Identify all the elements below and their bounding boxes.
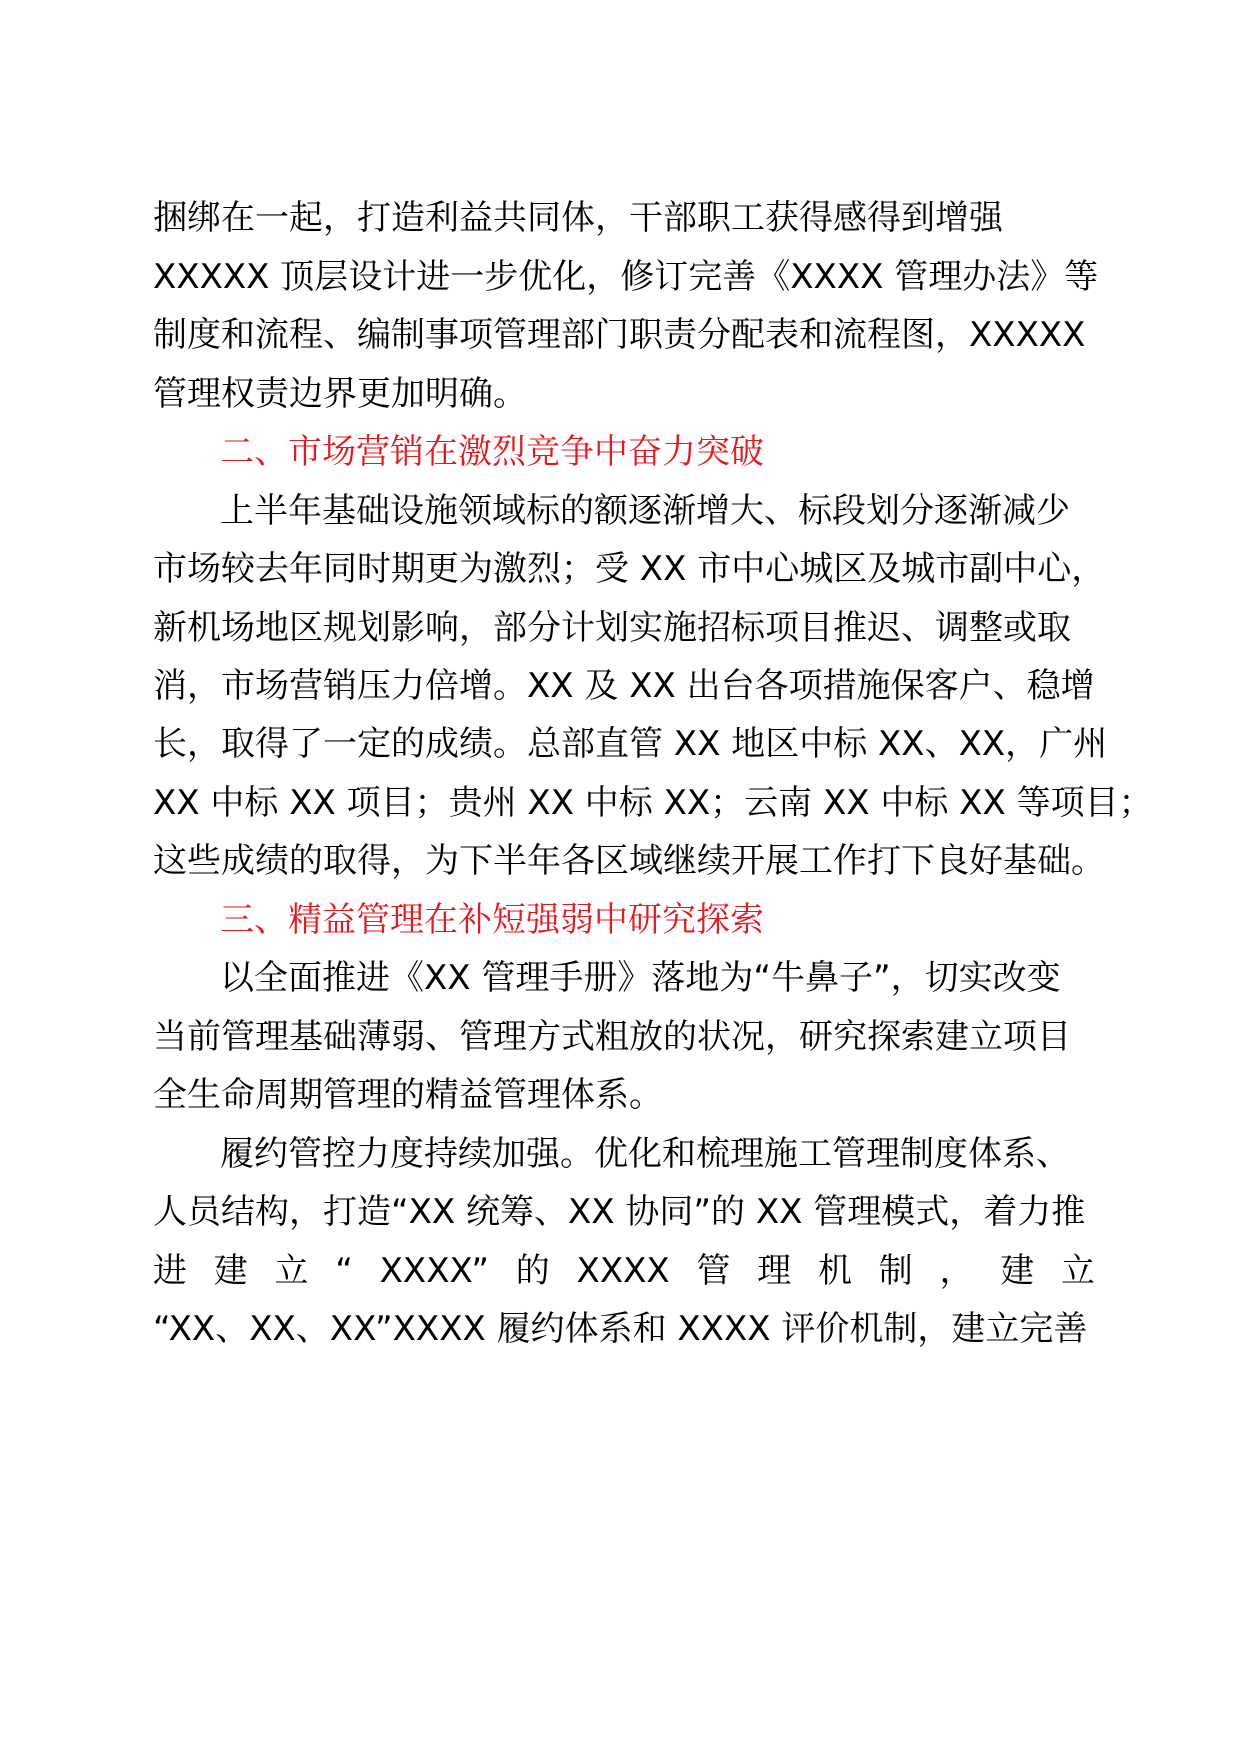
paragraph-3-line-2: 当前管理基础薄弱、管理方式粗放的状况，研究探索建立项目 (153, 1017, 1071, 1057)
paragraph-2-line-3: 新机场地区规划影响，部分计划实施招标项目推迟、调整或取 (153, 608, 1071, 648)
justified-word: 立 (274, 1251, 309, 1291)
justified-word: ， (939, 1251, 974, 1291)
justified-word: 机 (817, 1251, 852, 1291)
justified-word: 制 (878, 1251, 913, 1291)
justified-word: 建 (1000, 1251, 1035, 1291)
paragraph-2-line-2: 市场较去年同时期更为激烈；受 XX 市中心城区及城市副中心， (153, 549, 1106, 589)
justified-word: 的 (515, 1251, 550, 1291)
justified-word: “ (335, 1251, 353, 1291)
paragraph-2-line-4: 消，市场营销压力倍增。XX 及 XX 出台各项措施保客户、稳增 (153, 666, 1095, 706)
paragraph-4-line-4: “XX、XX、XX”XXXX 履约体系和 XXXX 评价机制，建立完善 (153, 1309, 1088, 1349)
justified-word: XXXX” (379, 1251, 490, 1291)
paragraph-2-line-6: XX 中标 XX 项目；贵州 XX 中标 XX；云南 XX 中标 XX 等项目； (153, 783, 1153, 823)
justified-word: 建 (213, 1251, 248, 1291)
paragraph-3-line-3: 全生命周期管理的精益管理体系。 (153, 1075, 663, 1115)
paragraph-2-line-1: 上半年基础设施领域标的额逐渐增大、标段划分逐渐减少 (220, 491, 1070, 531)
paragraph-3-line-1: 以全面推进《XX 管理手册》落地为“牛鼻子”，切实改变 (220, 958, 1061, 998)
paragraph-1-line-3: 制度和流程、编制事项管理部门职责分配表和流程图，XXXXX (153, 315, 1086, 355)
paragraph-1-line-4: 管理权责边界更加明确。 (153, 374, 527, 414)
justified-word: 立 (1060, 1251, 1095, 1291)
paragraph-4-line-2: 人员结构，打造“XX 统筹、XX 协同”的 XX 管理模式，着力推 (153, 1192, 1086, 1232)
paragraph-1-line-1: 捆绑在一起，打造利益共同体，干部职工获得感得到增强 (153, 198, 1003, 238)
paragraph-1-line-2: XXXXX 顶层设计进一步优化，修订完善《XXXX 管理办法》等 (153, 257, 1099, 297)
justified-word: 管 (696, 1251, 731, 1291)
section-heading-3: 三、精益管理在补短强弱中研究探索 (220, 900, 764, 940)
paragraph-2-line-7: 这些成绩的取得，为下半年各区域继续开展工作打下良好基础。 (153, 841, 1105, 881)
paragraph-2-line-5: 长，取得了一定的成绩。总部直管 XX 地区中标 XX、XX，广州 (153, 724, 1108, 764)
paragraph-4-line-3-justified (153, 1239, 1095, 1303)
justified-word: 理 (757, 1251, 792, 1291)
justified-word: 进 (153, 1251, 187, 1291)
justified-word: XXXX (576, 1251, 670, 1291)
paragraph-4-line-1: 履约管控力度持续加强。优化和梳理施工管理制度体系、 (220, 1134, 1070, 1174)
section-heading-2: 二、市场营销在激烈竞争中奋力突破 (220, 432, 764, 472)
